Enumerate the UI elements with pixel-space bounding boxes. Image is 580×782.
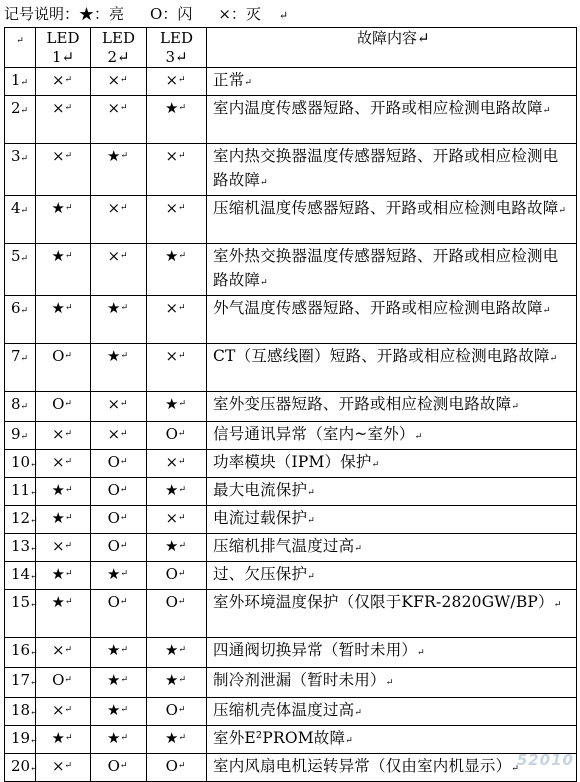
row-number: 7↵ <box>5 344 36 392</box>
table-row <box>5 244 577 296</box>
led2-status: ×↵ <box>91 96 147 144</box>
row-number: 1↵ <box>5 68 36 96</box>
led3-status: ★↵ <box>147 244 207 296</box>
led1-status: ×↵ <box>36 68 91 96</box>
led2-status: O↵ <box>91 534 147 562</box>
led1-status: ★↵ <box>36 296 91 344</box>
led2-status: O↵ <box>91 478 147 506</box>
fault-description: 正常↵ <box>207 68 577 96</box>
table-row <box>5 144 577 196</box>
row-number: 4↵ <box>5 196 36 244</box>
led1-status: ★↵ <box>36 726 91 754</box>
led2-status: ★↵ <box>91 698 147 726</box>
table-row <box>5 534 577 562</box>
led1-status: O↵ <box>36 344 91 392</box>
led1-status: ★↵ <box>36 590 91 638</box>
led3-status: O↵ <box>147 754 207 782</box>
fault-description: 室外热交换器温度传感器短路、开路或相应检测电路故障↵ <box>207 244 577 296</box>
fault-description: 室外变压器短路、开路或相应检测电路故障↵ <box>207 392 577 422</box>
table-row <box>5 422 577 450</box>
row-number: 11↵ <box>5 478 36 506</box>
led3-status: ★↵ <box>147 392 207 422</box>
fault-description: 压缩机排气温度过高↵ <box>207 534 577 562</box>
led2-status: ×↵ <box>91 68 147 96</box>
legend-item-on: ★：亮 <box>79 5 125 23</box>
row-number: 20↵ <box>5 754 36 782</box>
row-number: 5↵ <box>5 244 36 296</box>
row-number: 9↵ <box>5 422 36 450</box>
fault-description: 信号通讯异常（室内~室外）↵ <box>207 422 577 450</box>
fault-description: 室外环境温度保护（仅限于KFR-2820GW/BP）↵ <box>207 590 577 638</box>
led3-status: ×↵ <box>147 450 207 478</box>
led3-status: ★↵ <box>147 478 207 506</box>
led1-status: ★↵ <box>36 562 91 590</box>
fault-description: 室内风扇电机运转异常（仅由室内机显示）↵ <box>207 754 577 782</box>
table-row <box>5 68 577 96</box>
fault-code-table <box>4 27 577 782</box>
row-number: 16↵ <box>5 638 36 668</box>
led1-status: ×↵ <box>36 754 91 782</box>
legend-item-flash: O：闪 <box>150 5 193 23</box>
table-row <box>5 450 577 478</box>
row-number: 8↵ <box>5 392 36 422</box>
fault-description: CT（互感线圈）短路、开路或相应检测电路故障↵ <box>207 344 577 392</box>
table-row <box>5 506 577 534</box>
row-number: 10↵ <box>5 450 36 478</box>
led3-status: ★↵ <box>147 96 207 144</box>
led3-status: O↵ <box>147 590 207 638</box>
led2-status: ★↵ <box>91 296 147 344</box>
led2-status: O↵ <box>91 590 147 638</box>
led3-status: ★↵ <box>147 534 207 562</box>
led1-status: ×↵ <box>36 144 91 196</box>
row-number: 15↵ <box>5 590 36 638</box>
led2-status: ★↵ <box>91 668 147 698</box>
fault-description: 室内热交换器温度传感器短路、开路或相应检测电路故障↵ <box>207 144 577 196</box>
led3-status: ×↵ <box>147 196 207 244</box>
header-led1: LED 1↵ <box>36 28 91 68</box>
legend <box>4 3 288 25</box>
fault-description: 压缩机温度传感器短路、开路或相应检测电路故障↵ <box>207 196 577 244</box>
row-number: 19↵ <box>5 726 36 754</box>
led2-status: O↵ <box>91 450 147 478</box>
row-number: 2↵ <box>5 96 36 144</box>
led1-status: ★↵ <box>36 244 91 296</box>
fault-description: 制冷剂泄漏（暂时未用）↵ <box>207 668 577 698</box>
led3-status: ×↵ <box>147 344 207 392</box>
led1-status: ×↵ <box>36 698 91 726</box>
fault-description: 室外E²PROM故障↵ <box>207 726 577 754</box>
led1-status: O↵ <box>36 668 91 698</box>
row-number: 3↵ <box>5 144 36 196</box>
table-row <box>5 698 577 726</box>
led3-status: ★↵ <box>147 638 207 668</box>
led1-status: ×↵ <box>36 96 91 144</box>
table-row <box>5 344 577 392</box>
header-led3: LED 3↵ <box>147 28 207 68</box>
header-fault-content: 故障内容↵ <box>207 28 577 68</box>
row-number: 12↵ <box>5 506 36 534</box>
led2-status: ★↵ <box>91 144 147 196</box>
led3-status: O↵ <box>147 422 207 450</box>
led3-status: ×↵ <box>147 144 207 196</box>
table-row <box>5 668 577 698</box>
led1-status: ×↵ <box>36 450 91 478</box>
led1-status: ×↵ <box>36 422 91 450</box>
row-number: 6↵ <box>5 296 36 344</box>
led2-status: O↵ <box>91 506 147 534</box>
fault-description: 功率模块（IPM）保护↵ <box>207 450 577 478</box>
led2-status: ×↵ <box>91 422 147 450</box>
led1-status: O↵ <box>36 392 91 422</box>
table-row <box>5 96 577 144</box>
led1-status: ★↵ <box>36 478 91 506</box>
fault-description: 压缩机壳体温度过高↵ <box>207 698 577 726</box>
header-no: ↵ <box>5 28 36 68</box>
led3-status: ★↵ <box>147 726 207 754</box>
led2-status: ×↵ <box>91 392 147 422</box>
table-row <box>5 590 577 638</box>
led3-status: O↵ <box>147 698 207 726</box>
row-number: 18↵ <box>5 698 36 726</box>
fault-description: 四通阀切换异常（暂时未用）↵ <box>207 638 577 668</box>
watermark: 52010 <box>516 751 574 769</box>
led2-status: O↵ <box>91 754 147 782</box>
led2-status: ★↵ <box>91 344 147 392</box>
table-header-row <box>5 28 577 68</box>
header-led2: LED 2↵ <box>91 28 147 68</box>
table-row <box>5 726 577 754</box>
row-number: 14↵ <box>5 562 36 590</box>
led2-status: ×↵ <box>91 244 147 296</box>
fault-description: 室内温度传感器短路、开路或相应检测电路故障↵ <box>207 96 577 144</box>
fault-description: 过、欠压保护↵ <box>207 562 577 590</box>
table-row <box>5 296 577 344</box>
row-number: 17↵ <box>5 668 36 698</box>
fault-description: 电流过载保护↵ <box>207 506 577 534</box>
led3-status: ×↵ <box>147 506 207 534</box>
table-row <box>5 392 577 422</box>
led3-status: O↵ <box>147 562 207 590</box>
fault-description: 外气温度传感器短路、开路或相应检测电路故障↵ <box>207 296 577 344</box>
led1-status: ×↵ <box>36 638 91 668</box>
fault-description: 最大电流保护↵ <box>207 478 577 506</box>
led2-status: ×↵ <box>91 196 147 244</box>
led3-status: ★↵ <box>147 668 207 698</box>
table-row <box>5 562 577 590</box>
legend-item-off: ×：灭 <box>218 5 261 23</box>
legend-prefix: 记号说明： <box>4 5 80 23</box>
table-row <box>5 638 577 668</box>
led1-status: ★↵ <box>36 506 91 534</box>
table-row <box>5 754 577 782</box>
led1-status: ×↵ <box>36 534 91 562</box>
led3-status: ×↵ <box>147 68 207 96</box>
led2-status: ★↵ <box>91 726 147 754</box>
paragraph-mark: ↵ <box>278 9 289 22</box>
row-number: 13↵ <box>5 534 36 562</box>
led2-status: ★↵ <box>91 562 147 590</box>
led1-status: ★↵ <box>36 196 91 244</box>
table-row <box>5 196 577 244</box>
led2-status: ★↵ <box>91 638 147 668</box>
led3-status: ×↵ <box>147 296 207 344</box>
table-row <box>5 478 577 506</box>
